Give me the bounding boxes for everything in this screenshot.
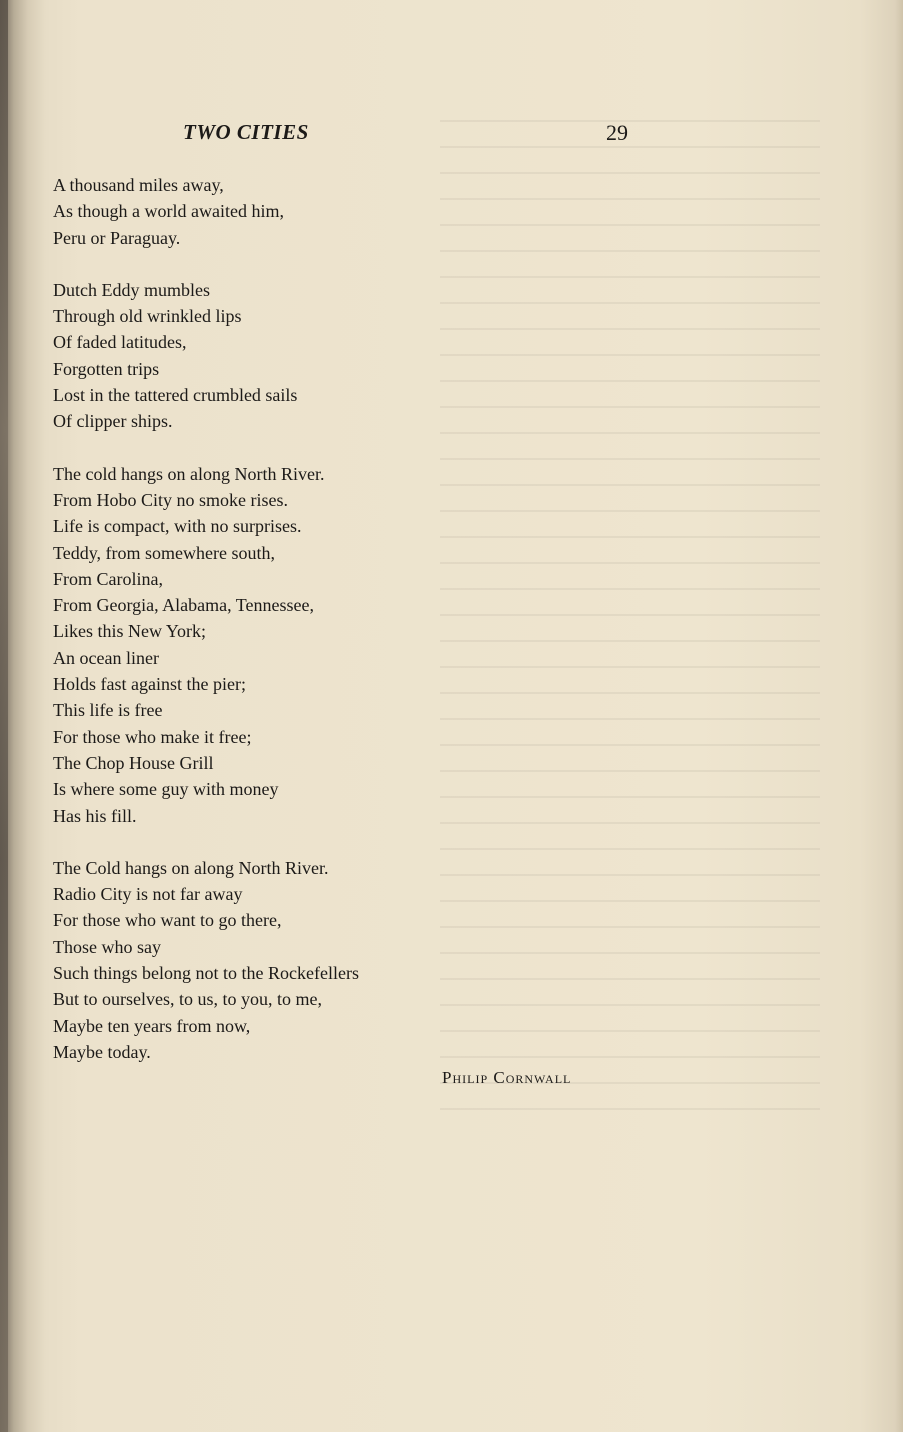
poem-line: Is where some guy with money xyxy=(53,779,279,800)
poem-line: Such things belong not to the Rockefellers xyxy=(53,963,359,984)
poem-line: Of faded latitudes, xyxy=(53,332,187,353)
page-number: 29 xyxy=(606,120,628,145)
poem-line: Holds fast against the pier; xyxy=(53,674,246,695)
page-header xyxy=(183,120,628,152)
poem-line: As though a world awaited him, xyxy=(53,201,284,222)
poem-line: Maybe today. xyxy=(53,1041,151,1062)
stanza-4 xyxy=(53,855,573,1065)
poem-line: Lost in the tattered crumbled sails xyxy=(53,385,298,406)
poem-line: An ocean liner xyxy=(53,647,159,668)
poem xyxy=(53,172,573,1091)
poem-line: Teddy, from somewhere south, xyxy=(53,542,276,563)
poem-line: Maybe ten years from now, xyxy=(53,1015,251,1036)
poem-line: Radio City is not far away xyxy=(53,884,243,905)
poem-line: Dutch Eddy mumbles xyxy=(53,279,210,300)
poem-line: For those who want to go there, xyxy=(53,910,282,931)
poem-line: The Chop House Grill xyxy=(53,752,214,773)
poem-line: For those who make it free; xyxy=(53,726,252,747)
running-title: TWO CITIES xyxy=(183,120,309,144)
poem-line: Of clipper ships. xyxy=(53,411,173,432)
poem-line: The Cold hangs on along North River. xyxy=(53,857,329,878)
author-signature: Philip Cornwall xyxy=(442,1068,572,1087)
stanza-1 xyxy=(53,172,573,251)
poem-line: Peru or Paraguay. xyxy=(53,227,181,248)
poem-line: Through old wrinkled lips xyxy=(53,306,242,327)
poem-line: Forgotten trips xyxy=(53,358,160,379)
poem-line: This life is free xyxy=(53,700,163,721)
poem-line: The cold hangs on along North River. xyxy=(53,463,325,484)
poem-line: Has his fill. xyxy=(53,805,137,826)
poem-line: From Carolina, xyxy=(53,568,163,589)
poem-line: Likes this New York; xyxy=(53,621,207,642)
poem-line: Life is compact, with no surprises. xyxy=(53,516,302,537)
book-spine-shadow xyxy=(0,0,8,1432)
poem-line: From Georgia, Alabama, Tennessee, xyxy=(53,595,315,616)
poem-line: A thousand miles away, xyxy=(53,175,224,195)
poem-line: But to ourselves, to us, to you, to me, xyxy=(53,989,322,1010)
stanza-2 xyxy=(53,277,573,435)
poem-line: From Hobo City no smoke rises. xyxy=(53,489,289,510)
stanza-3 xyxy=(53,461,573,829)
poem-line: Those who say xyxy=(53,936,161,957)
